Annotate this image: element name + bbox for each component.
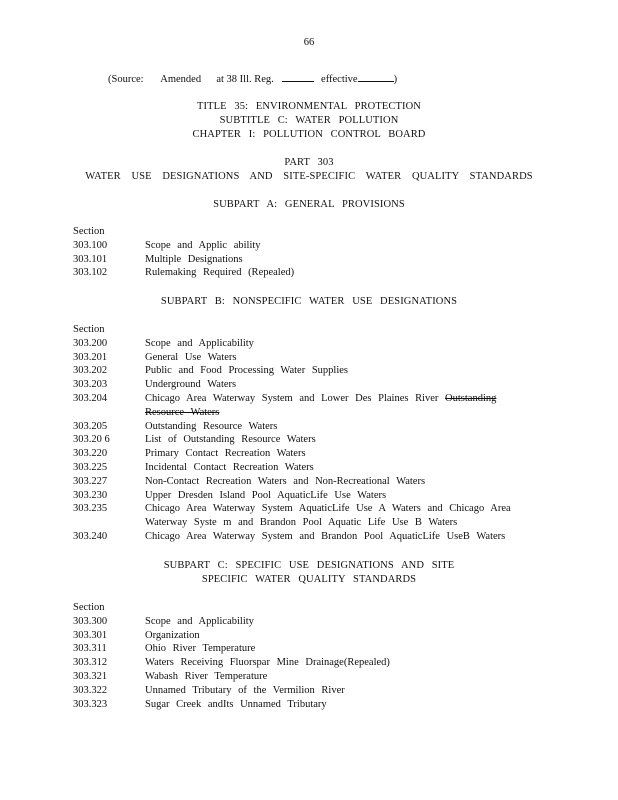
- page-number: 66: [303, 37, 315, 48]
- section-title: Multiple Designations: [145, 253, 243, 265]
- subpart-c-toc: [73, 601, 543, 711]
- section-number: 303.311: [73, 643, 107, 655]
- toc-row: [73, 489, 543, 503]
- part-heading: PART 303: [284, 157, 334, 168]
- section-number: 303.321: [73, 670, 108, 682]
- source-close: ): [393, 74, 398, 85]
- section-title: Outstanding Resource Waters: [145, 420, 278, 432]
- section-title: Organization: [145, 629, 200, 641]
- section-number: 303.205: [73, 420, 108, 432]
- title-heading: TITLE 35: ENVIRONMENTAL PROTECTION: [197, 101, 421, 112]
- toc-row: [73, 337, 543, 351]
- section-number: 303.235: [73, 503, 108, 515]
- section-number: 303.101: [73, 253, 108, 265]
- toc-row: [73, 420, 543, 434]
- section-title: Unnamed Tributary of the Vermilion River: [145, 684, 345, 696]
- toc-row: [73, 530, 543, 544]
- toc-row: [73, 502, 543, 530]
- section-label: Section: [73, 226, 105, 237]
- section-label: Section: [73, 602, 105, 613]
- section-number: 303.220: [73, 448, 108, 460]
- subpart-a-heading: SUBPART A: GENERAL PROVISIONS: [213, 199, 405, 210]
- section-title: Ohio River Temperature: [145, 643, 256, 655]
- section-title: Wabash River Temperature: [145, 670, 268, 682]
- toc-row: [73, 615, 543, 629]
- source-note: [108, 73, 397, 87]
- subpart-a-toc: [73, 225, 543, 280]
- section-number: 303.100: [73, 239, 108, 251]
- section-label: Section: [73, 324, 105, 335]
- section-title: Scope and Applicability: [145, 615, 254, 627]
- toc-row: [73, 684, 543, 698]
- source-effective: effective: [321, 74, 358, 85]
- struck-text: Outstanding Resource Waters: [145, 392, 497, 418]
- section-number: 303.312: [73, 657, 108, 669]
- section-title: Waters Receiving Fluorspar Mine Drainage(Repealed): [145, 657, 390, 669]
- section-number: 303.202: [73, 365, 108, 377]
- chapter-heading: CHAPTER I: POLLUTION CONTROL BOARD: [192, 129, 426, 140]
- section-number: 303.200: [73, 337, 108, 349]
- section-title: Underground Waters: [145, 379, 237, 391]
- toc-row: [73, 239, 543, 253]
- toc-row: [73, 351, 543, 365]
- toc-row: [73, 392, 543, 420]
- section-title: Scope and Applic ability: [145, 239, 261, 251]
- toc-row: [73, 433, 543, 447]
- section-title: List of Outstanding Resource Waters: [145, 434, 316, 446]
- subpart-c-heading-line1: SUBPART C: SPECIFIC USE DESIGNATIONS AND SITE: [163, 560, 455, 571]
- toc-row: [73, 461, 543, 475]
- toc-row: [73, 447, 543, 461]
- toc-row: [73, 364, 543, 378]
- section-number: 303.230: [73, 489, 108, 501]
- section-number: 303.225: [73, 461, 108, 473]
- section-title: Upper Dresden Island Pool AquaticLife Use Waters: [145, 489, 387, 501]
- subpart-c-heading-line2: SPECIFIC WATER QUALITY STANDARDS: [201, 574, 417, 585]
- subtitle-heading: SUBTITLE C: WATER POLLUTION: [219, 115, 399, 126]
- section-title: General Use Waters: [145, 351, 237, 363]
- section-title: Scope and Applicability: [145, 337, 254, 349]
- section-title: Primary Contact Recreation Waters: [145, 448, 306, 460]
- source-open: (Source:: [108, 74, 144, 85]
- section-number: 303.300: [73, 615, 108, 627]
- toc-row: [73, 266, 543, 280]
- register-blank: [282, 81, 314, 82]
- section-title: Chicago Area Waterway System and Lower Des Plaines River Outstanding Resource Waters: [145, 392, 497, 418]
- toc-row: [73, 253, 543, 267]
- source-register: at 38 Ill. Reg.: [216, 74, 274, 85]
- effective-blank: [358, 81, 394, 82]
- toc-row: [73, 656, 543, 670]
- section-title: Chicago Area Waterway System AquaticLife Use A Waters and Chicago Area Waterway Syste m and Brandon Pool Aquatic Life Use B Waters: [145, 503, 511, 529]
- section-number: 303.201: [73, 351, 108, 363]
- toc-row: [73, 670, 543, 684]
- section-number: 303.301: [73, 629, 108, 641]
- subpart-b-heading: SUBPART B: NONSPECIFIC WATER USE DESIGNATIONS: [160, 296, 458, 307]
- part-name-heading: WATER USE DESIGNATIONS AND SITE-SPECIFIC WATER QUALITY STANDARDS: [85, 171, 533, 182]
- section-number: 303.322: [73, 684, 108, 696]
- subpart-b-toc: [73, 323, 543, 544]
- toc-row: [73, 698, 543, 712]
- section-number: 303.203: [73, 379, 108, 391]
- section-number: 303.240: [73, 530, 108, 542]
- section-number: 303.20 6: [73, 434, 110, 446]
- section-number: 303.102: [73, 267, 108, 279]
- section-number: 303.227: [73, 475, 108, 487]
- toc-row: [73, 378, 543, 392]
- section-title: Non-Contact Recreation Waters and Non-Recreational Waters: [145, 475, 426, 487]
- section-number: 303.204: [73, 392, 108, 404]
- section-number: 303.323: [73, 698, 108, 710]
- toc-row: [73, 642, 543, 656]
- section-title: Chicago Area Waterway System and Brandon Pool AquaticLife UseB Waters: [145, 530, 506, 542]
- toc-row: [73, 475, 543, 489]
- section-title: Sugar Creek andIts Unnamed Tributary: [145, 698, 327, 710]
- section-title: Public and Food Processing Water Supplies: [145, 365, 348, 377]
- section-title: Incidental Contact Recreation Waters: [145, 461, 314, 473]
- section-title: Rulemaking Required (Repealed): [145, 267, 295, 279]
- toc-row: [73, 629, 543, 643]
- source-amended: Amended: [160, 74, 202, 85]
